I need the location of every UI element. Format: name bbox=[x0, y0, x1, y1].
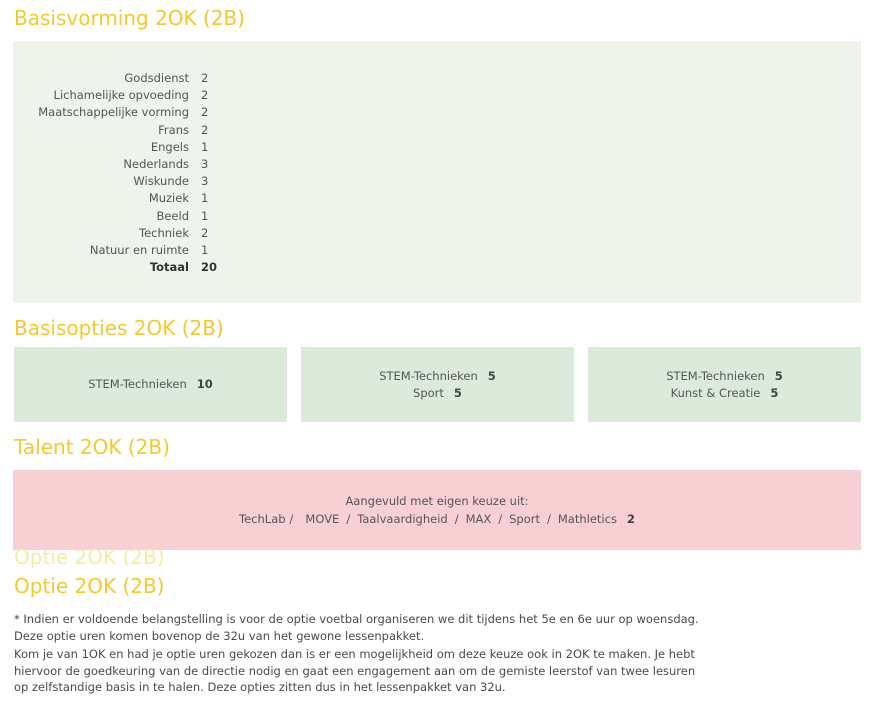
course-name: Totaal bbox=[149, 260, 189, 275]
course-name: Frans bbox=[158, 122, 189, 137]
course-hours: 2 bbox=[201, 71, 209, 85]
talent-separator: / bbox=[346, 512, 351, 526]
option-name: Kunst & Creatie bbox=[670, 385, 761, 400]
course-hours: 3 bbox=[201, 174, 209, 189]
talent-choice: Sport bbox=[509, 512, 540, 526]
talent-separator: / bbox=[498, 512, 503, 526]
option-line bbox=[379, 368, 496, 385]
option-hours: 5 bbox=[774, 369, 783, 383]
course-hours: 3 bbox=[201, 156, 209, 171]
course-name: Engels bbox=[150, 139, 189, 154]
option-box-2 bbox=[301, 347, 574, 422]
course-name: Nederlands bbox=[123, 156, 189, 171]
course-hours: 2 bbox=[201, 122, 209, 137]
course-name: Lichamelijke opvoeding bbox=[53, 88, 189, 103]
option-line bbox=[88, 376, 213, 393]
talent-intro: Aangevuld met eigen keuze uit: bbox=[345, 494, 529, 508]
talent-panel bbox=[13, 470, 861, 550]
course-name: Techniek bbox=[139, 225, 189, 240]
course-hours: 1 bbox=[201, 191, 209, 206]
course-hours: 2 bbox=[201, 88, 209, 103]
option-hours: 5 bbox=[487, 369, 496, 383]
talent-choice: TechLab bbox=[239, 512, 286, 526]
course-hours: 1 bbox=[201, 208, 209, 223]
course-hours: 1 bbox=[201, 139, 209, 154]
optie-note-1ok: Kom je van 1OK en had je optie uren gekozen dan is er een mogelijkheid om deze keuze ook in 2OK te maken. Je hebt hiervoor de goedkeuring van de directie nodig en gaat een engagement aan om de gemiste leerstof van twee lesuren op zelfstandige basis in te halen. Deze opties zitten dus in het lessenpakket van 32u. bbox=[14, 647, 696, 694]
option-name: Sport bbox=[413, 385, 444, 400]
option-name: STEM-Technieken bbox=[88, 377, 187, 392]
course-name: Maatschappelijke vorming bbox=[38, 105, 189, 120]
course-hours: 2 bbox=[201, 225, 209, 240]
talent-choice: MOVE bbox=[305, 512, 340, 526]
course-name: Natuur en ruimte bbox=[89, 242, 189, 257]
talent-heading: Talent 2OK (2B) bbox=[14, 435, 170, 459]
optie-note-voetbal: * Indien er voldoende belangstelling is voor de optie voetbal organiseren we dit tijdens het 5e en 6e uur op woensdag. Deze optie uren komen bovenop de 32u van het gewone lessenpakket. bbox=[14, 612, 699, 643]
talent-choice: MAX bbox=[465, 512, 492, 526]
talent-choices bbox=[239, 510, 635, 528]
option-name: STEM-Technieken bbox=[379, 369, 478, 383]
option-line bbox=[666, 368, 783, 385]
course-name: Beeld bbox=[156, 208, 189, 223]
basisopties-heading: Basisopties 2OK (2B) bbox=[14, 316, 224, 340]
option-box-3 bbox=[588, 347, 861, 422]
course-name: Muziek bbox=[148, 191, 189, 206]
optie-heading: Optie 2OK (2B) bbox=[14, 574, 165, 598]
basisvorming-panel bbox=[13, 41, 861, 303]
option-hours: 5 bbox=[453, 385, 462, 400]
talent-separator: / bbox=[547, 512, 551, 526]
basisvorming-heading: Basisvorming 2OK (2B) bbox=[14, 6, 246, 30]
option-name: STEM-Technieken bbox=[666, 369, 765, 383]
course-hours: 1 bbox=[201, 242, 209, 257]
option-hours: 5 bbox=[770, 385, 779, 400]
talent-choice: Mathletics bbox=[557, 512, 617, 526]
talent-hours: 2 bbox=[626, 512, 635, 526]
option-line bbox=[413, 385, 462, 402]
talent-separator: / bbox=[289, 512, 294, 526]
course-hours: 2 bbox=[201, 105, 209, 120]
faded-heading-text: Optie 2OK (2B) bbox=[14, 545, 165, 569]
course-name: Godsdienst bbox=[124, 71, 189, 85]
option-box-1 bbox=[14, 347, 287, 422]
faded-heading-remnant bbox=[14, 545, 174, 569]
course-hours: 20 bbox=[201, 260, 218, 275]
talent-choice: Taalvaardigheid bbox=[357, 512, 448, 526]
talent-separator: / bbox=[454, 512, 459, 526]
course-name: Wiskunde bbox=[133, 174, 189, 189]
option-line bbox=[671, 385, 779, 402]
option-hours: 10 bbox=[196, 377, 213, 392]
